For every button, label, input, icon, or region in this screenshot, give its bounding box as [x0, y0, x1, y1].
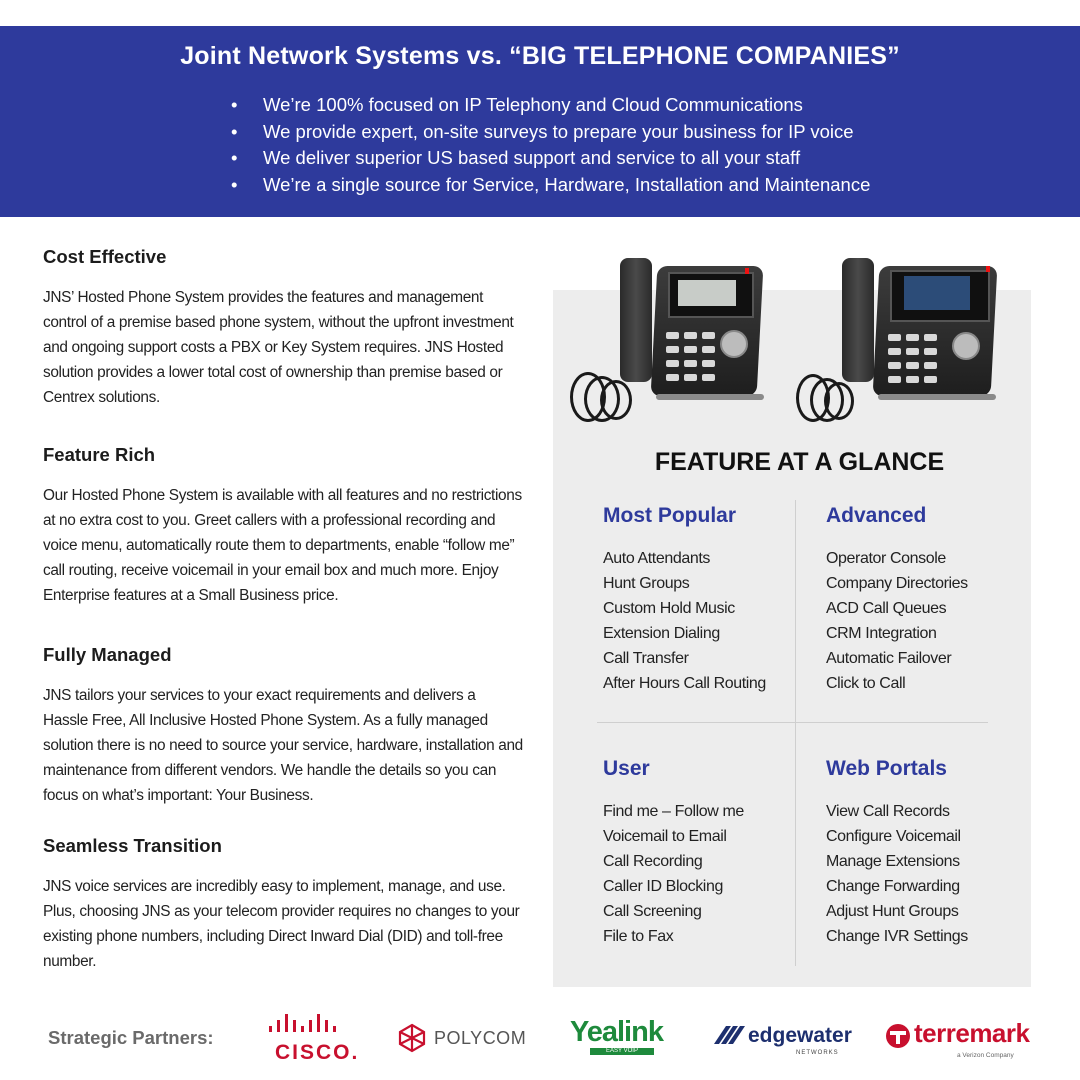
edgewater-swoosh-icon [712, 1024, 748, 1048]
banner-bullet: • We provide expert, on-site surveys to prepare your business for IP voice [226, 119, 870, 146]
edgewater-logo: edgewater NETWORKS [712, 1024, 852, 1060]
feature-item: Caller ID Blocking [603, 878, 723, 896]
cisco-bars-icon [269, 1014, 341, 1034]
feature-item: Custom Hold Music [603, 600, 735, 618]
column-divider [795, 500, 796, 966]
feature-item: View Call Records [826, 803, 950, 820]
bullet-dot-icon: • [231, 94, 238, 115]
banner-bullet: • We’re a single source for Service, Hardware, Installation and Maintenance [226, 172, 870, 199]
bullet-dot-icon: • [231, 147, 238, 168]
feature-item: Change Forwarding [826, 878, 960, 896]
section-body: Our Hosted Phone System is available with all features and no restrictions at no extra cost to you. Greet callers with a professional recording and voice menu, automatically route them to departments, enable “follow me” call routing, receive voicemail in your email box and much more. Enjoy Enterprise features at a Small Business price. [43, 487, 522, 604]
feature-column-most-popular [603, 504, 766, 697]
banner-bullet: • We deliver superior US based support and service to all your staff [226, 145, 870, 172]
section-fully-managed [43, 644, 523, 808]
feature-item: Call Transfer [603, 650, 689, 668]
row-divider [597, 722, 988, 723]
terremark-logo: terremark a Verizon Company [884, 1020, 1029, 1064]
feature-item: Configure Voicemail [826, 828, 961, 846]
section-seamless-transition [43, 835, 523, 974]
section-body: JNS voice services are incredibly easy to implement, manage, and use. Plus, choosing JNS as your telecom provider requires no changes to your existing phone numbers, including Direct Inward Dial (DID) and toll-free number. [43, 878, 520, 970]
polycom-mark-icon [396, 1022, 428, 1054]
header-banner [0, 26, 1080, 217]
column-heading: Most Popular [603, 504, 737, 527]
section-heading: Feature Rich [43, 444, 156, 465]
section-feature-rich [43, 444, 523, 608]
section-cost-effective [43, 246, 523, 410]
feature-item: Adjust Hunt Groups [826, 903, 959, 921]
banner-title: Joint Network Systems vs. “BIG TELEPHONE COMPANIES” [180, 42, 900, 70]
column-heading: Web Portals [826, 757, 947, 780]
feature-item: Manage Extensions [826, 853, 960, 871]
glance-title: FEATURE AT A GLANCE [654, 448, 945, 476]
section-heading: Seamless Transition [43, 835, 222, 856]
banner-bullet-list [226, 92, 870, 198]
feature-item: Click to Call [826, 675, 906, 693]
feature-item: Automatic Failover [826, 650, 952, 668]
feature-item: Call Screening [603, 903, 702, 921]
feature-column-user [603, 757, 744, 950]
feature-item: Hunt Groups [603, 575, 690, 593]
section-heading: Fully Managed [43, 644, 172, 665]
feature-column-web-portals [826, 757, 968, 950]
section-body: JNS’ Hosted Phone System provides the features and management control of a premise based phone system, without the upfront investment and ongoing support costs a PBX or Key System requires. JNS Hosted solution provides a lower total cost of ownership than premise based or Centrex solutions. [43, 289, 514, 406]
section-body: JNS tailors your services to your exact requirements and delivers a Hassle Free, All Inclusive Hosted Phone System. As a fully managed solution there is no need to source your service, hardware, installation and maintenance from different vendors. We handle the details so you can focus on what’s important: Your Business. [43, 687, 523, 804]
bullet-dot-icon: • [231, 173, 238, 195]
feature-item: CRM Integration [826, 625, 937, 643]
section-heading: Cost Effective [43, 246, 167, 267]
feature-item: Call Recording [603, 853, 703, 871]
feature-item: Voicemail to Email [603, 828, 727, 846]
cisco-logo: CISCO. [266, 1012, 362, 1068]
feature-item: Find me – Follow me [603, 803, 744, 820]
feature-column-advanced [826, 504, 968, 697]
column-heading: Advanced [826, 504, 927, 527]
banner-bullet: • We’re 100% focused on IP Telephony and Cloud Communications [226, 92, 870, 119]
polycom-logo: POLYCOM [396, 1022, 536, 1056]
feature-item: After Hours Call Routing [603, 675, 766, 693]
terremark-globe-icon [884, 1022, 912, 1050]
partners-label: Strategic Partners: [48, 1027, 214, 1048]
ip-phone-image [790, 254, 1010, 424]
feature-item: Company Directories [826, 575, 968, 593]
feature-item: Change IVR Settings [826, 928, 968, 946]
bullet-dot-icon: • [231, 120, 238, 142]
feature-item: Extension Dialing [603, 625, 720, 643]
ip-phone-image [562, 254, 772, 424]
feature-item: Operator Console [826, 550, 946, 567]
feature-item: File to Fax [603, 928, 674, 946]
yealink-logo: Yealink EASY VOIP [570, 1016, 663, 1054]
feature-item: ACD Call Queues [826, 600, 947, 618]
column-heading: User [603, 757, 650, 780]
feature-item: Auto Attendants [603, 550, 710, 567]
